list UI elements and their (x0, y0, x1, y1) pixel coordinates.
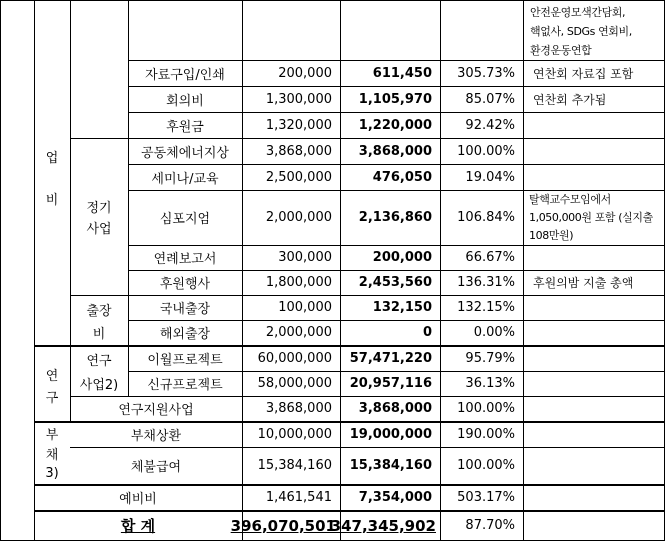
actual-cell: 1,220,000 (358, 117, 432, 133)
total-budget: 396,070,501 (230, 516, 336, 535)
group-label-eop-1: 업 (45, 150, 59, 166)
actual-cell: 19,000,000 (349, 427, 432, 442)
rate-cell: 92.42% (465, 117, 515, 133)
budget-cell: 300,000 (278, 250, 332, 265)
item-cell: 연구지원사업 (118, 403, 194, 418)
item-cell: 연례보고서 (153, 252, 217, 267)
budget-cell: 100,000 (278, 300, 332, 315)
note-cell: 연찬회 자료집 포함 (533, 66, 634, 81)
group-label-yeongu-sub-1: 연구 (86, 353, 112, 369)
item-cell: 신규프로젝트 (147, 378, 223, 393)
item-cell: 체불급여 (130, 460, 182, 475)
group-label-buchae-3: 3) (45, 465, 59, 481)
budget-cell: 15,384,160 (257, 458, 332, 473)
item-cell: 세미나/교육 (151, 171, 219, 187)
budget-cell: 3,868,000 (265, 143, 332, 159)
actual-cell: 200,000 (372, 250, 432, 265)
rate-cell: 503.17% (457, 490, 515, 505)
budget-cell: 1,461,541 (265, 490, 332, 505)
table-border-top (0, 0, 665, 1)
rate-cell: 0.00% (473, 325, 515, 340)
group-label-buchae-1: 부 (45, 427, 59, 443)
item-cell: 심포지엄 (159, 212, 211, 227)
budget-cell: 1,800,000 (265, 275, 332, 290)
note-cell: 후원의밤 지출 총액 (533, 276, 634, 290)
rate-cell: 190.00% (457, 427, 515, 442)
actual-cell: 611,450 (372, 65, 432, 81)
item-cell: 회의비 (166, 93, 204, 109)
actual-cell: 3,868,000 (358, 143, 432, 159)
group-label-buchae-2: 채 (45, 447, 59, 463)
rate-cell: 19.04% (465, 169, 515, 185)
symposium-note-line-1: 탈핵교수모임에서 (529, 193, 611, 206)
rate-cell: 100.00% (457, 458, 515, 473)
rate-cell: 36.13% (465, 376, 515, 391)
actual-cell: 476,050 (372, 169, 432, 185)
group-label-eop-2: 비 (45, 192, 59, 208)
actual-cell: 20,957,116 (349, 376, 432, 391)
group-label-yeongu-sub-2: 사업2) (79, 377, 119, 393)
rate-cell: 66.67% (465, 250, 515, 265)
total-actual: 347,345,902 (330, 516, 436, 535)
actual-cell: 3,868,000 (358, 401, 432, 416)
item-cell: 자료구입/인쇄 (145, 67, 225, 83)
actual-cell: 2,136,860 (358, 210, 432, 225)
item-cell: 후원금 (166, 119, 204, 135)
top-note-line-2: 핵없사, SDGs 연회비, (530, 25, 632, 38)
actual-cell: 2,453,560 (358, 275, 432, 290)
actual-cell: 1,105,970 (358, 91, 432, 107)
top-note-line-1: 안전운영모색간담회, (530, 6, 626, 19)
rate-cell: 136.31% (457, 275, 515, 290)
item-cell: 예비비 (119, 492, 157, 507)
table-border-bottom (0, 540, 665, 541)
item-cell: 부채상환 (130, 429, 182, 444)
item-cell: 공동체에너지상 (141, 145, 229, 161)
total-rate: 87.70% (465, 518, 515, 533)
group-label-yeongu-2: 구 (45, 390, 59, 406)
symposium-note-line-3: 108만원) (529, 229, 574, 242)
group-label-yeongu-1: 연 (45, 368, 59, 384)
actual-cell: 57,471,220 (349, 351, 432, 366)
symposium-note-line-2: 1,050,000원 포함 (실지출 (529, 211, 653, 224)
actual-cell: 15,384,160 (349, 458, 432, 473)
budget-cell: 58,000,000 (257, 376, 332, 391)
rate-cell: 95.79% (465, 351, 515, 366)
budget-cell: 2,000,000 (265, 325, 332, 340)
item-cell: 해외출장 (159, 327, 211, 342)
group-label-chuljang-2: 비 (92, 326, 106, 342)
group-label-jeonggi-2: 사업 (86, 221, 112, 237)
item-cell: 이월프로젝트 (147, 353, 223, 368)
top-note-line-3: 환경운동연합 (530, 44, 592, 57)
actual-cell: 7,354,000 (358, 490, 432, 505)
rate-cell: 132.15% (457, 300, 515, 315)
total-label: 합 계 (120, 517, 156, 535)
note-cell: 연찬회 추가됨 (533, 92, 607, 107)
budget-cell: 200,000 (278, 65, 332, 81)
rate-cell: 100.00% (457, 143, 515, 159)
actual-cell: 0 (422, 325, 432, 340)
group-label-chuljang-1: 출장 (86, 303, 112, 319)
rate-cell: 85.07% (465, 91, 515, 107)
budget-cell: 2,000,000 (265, 210, 332, 225)
budget-cell: 10,000,000 (257, 427, 332, 442)
budget-cell: 1,320,000 (265, 117, 332, 133)
item-cell: 국내출장 (159, 302, 211, 317)
budget-cell: 2,500,000 (265, 169, 332, 185)
actual-cell: 132,150 (372, 300, 432, 315)
budget-cell: 60,000,000 (257, 351, 332, 366)
budget-cell: 3,868,000 (265, 401, 332, 416)
group-label-jeonggi-1: 정기 (86, 200, 112, 216)
item-cell: 후원행사 (159, 277, 211, 292)
table-border-left (0, 0, 1, 541)
rate-cell: 106.84% (457, 210, 515, 225)
budget-cell: 1,300,000 (265, 91, 332, 107)
rate-cell: 100.00% (457, 401, 515, 416)
rate-cell: 305.73% (457, 65, 515, 81)
